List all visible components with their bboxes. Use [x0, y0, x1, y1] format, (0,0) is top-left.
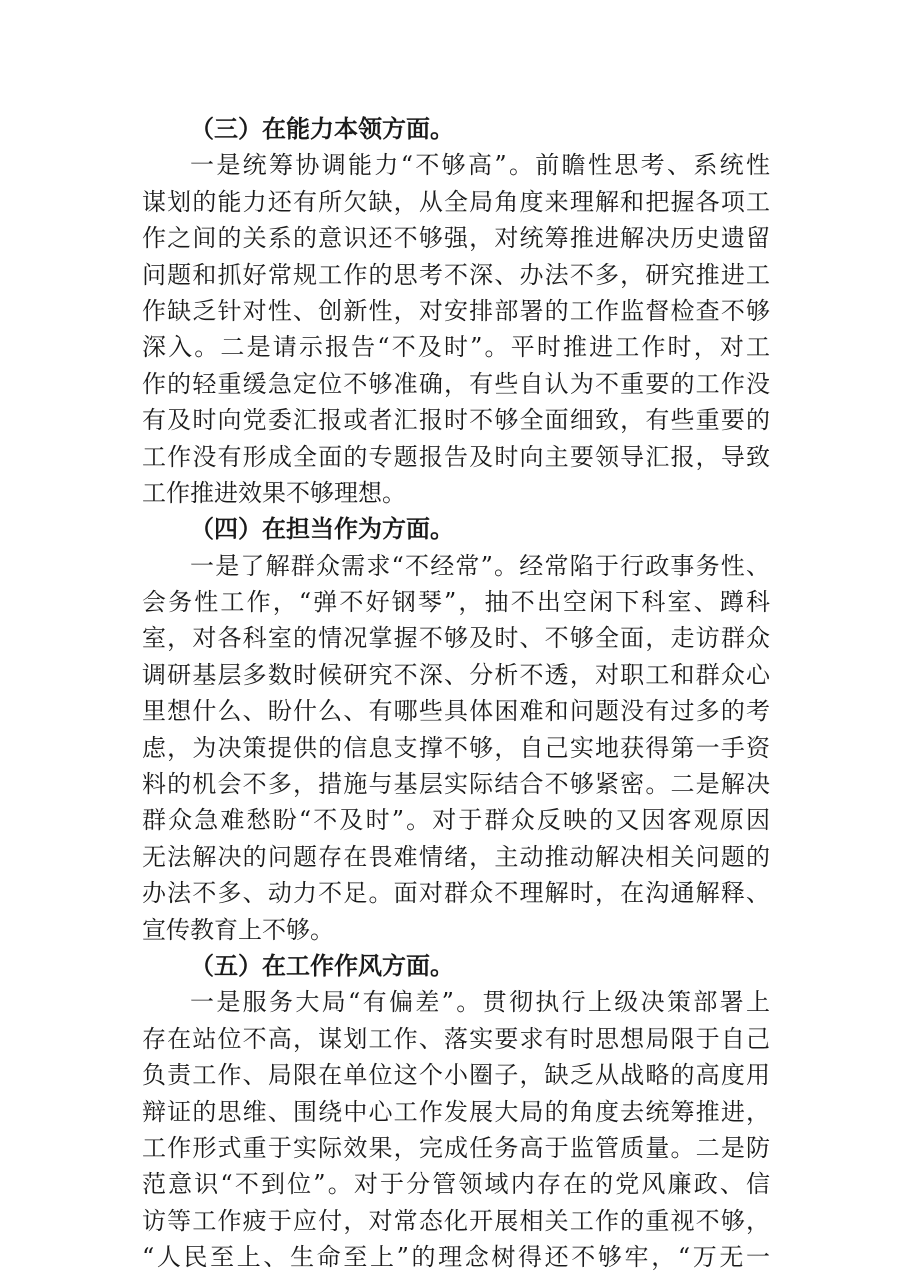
text-line: 料的机会不多，措施与基层实际结合不够紧密。二是解决 [142, 770, 770, 799]
text-line: 一是服务大局“有偏差”。贯彻执行上级决策部署上 [190, 988, 770, 1017]
text-line: 工作形式重于实际效果，完成任务高于监管质量。二是防 [142, 1133, 770, 1162]
text-line: 里想什么、盼什么、有哪些具体困难和问题没有过多的考 [142, 697, 770, 726]
section-heading: （四）在担当作为方面。 [190, 515, 454, 544]
text-line: 工作推进效果不够理想。 [142, 478, 406, 507]
text-line: 谋划的能力还有所欠缺，从全局角度来理解和把握各项工 [142, 187, 770, 216]
text-line: 作的轻重缓急定位不够准确，有些自认为不重要的工作没 [142, 369, 770, 398]
text-line: 深入。二是请示报告“不及时”。平时推进工作时，对工 [142, 333, 770, 362]
text-line: 访等工作疲于应付，对常态化开展相关工作的重视不够， [142, 1206, 770, 1235]
text-line: 办法不多、动力不足。面对群众不理解时，在沟通解释、 [142, 879, 770, 908]
text-line: 有及时向党委汇报或者汇报时不够全面细致，有些重要的 [142, 406, 770, 435]
text-line: 群众急难愁盼“不及时”。对于群众反映的又因客观原因 [142, 806, 770, 835]
text-line: 存在站位不高，谋划工作、落实要求有时思想局限于自己 [142, 1024, 770, 1053]
text-line: 范意识“不到位”。对于分管领域内存在的党风廉政、信 [142, 1170, 770, 1199]
text-line: 工作没有形成全面的专题报告及时向主要领导汇报，导致 [142, 442, 770, 471]
text-line: 一是统筹协调能力“不够高”。前瞻性思考、系统性 [190, 151, 770, 180]
section-heading: （五）在工作作风方面。 [190, 951, 454, 980]
text-line: 会务性工作，“弹不好钢琴”，抽不出空闲下科室、蹲科 [142, 588, 770, 617]
text-line: “人民至上、生命至上”的理念树得还不够牢，“万无一 [142, 1243, 770, 1272]
document-body [142, 111, 770, 1276]
text-line: 作之间的关系的意识还不够强，对统筹推进解决历史遗留 [142, 224, 770, 253]
text-line: 无法解决的问题存在畏难情绪，主动推动解决相关问题的 [142, 842, 770, 871]
section-heading: （三）在能力本领方面。 [190, 115, 454, 143]
text-line: 负责工作、局限在单位这个小圈子，缺乏从战略的高度用 [142, 1061, 770, 1090]
text-line: 问题和抓好常规工作的思考不深、办法不多，研究推进工 [142, 260, 770, 289]
text-line: 虑，为决策提供的信息支撑不够，自己实地获得第一手资 [142, 733, 770, 762]
text-line: 辩证的思维、围绕中心工作发展大局的角度去统筹推进， [142, 1097, 770, 1126]
text-line: 作缺乏针对性、创新性，对安排部署的工作监督检查不够 [142, 296, 770, 325]
text-line: 宣传教育上不够。 [142, 915, 334, 944]
text-line: 一是了解群众需求“不经常”。经常陷于行政事务性、 [190, 551, 770, 580]
text-line: 室，对各科室的情况掌握不够及时、不够全面，走访群众 [142, 624, 770, 653]
text-line: 调研基层多数时候研究不深、分析不透，对职工和群众心 [142, 660, 770, 689]
